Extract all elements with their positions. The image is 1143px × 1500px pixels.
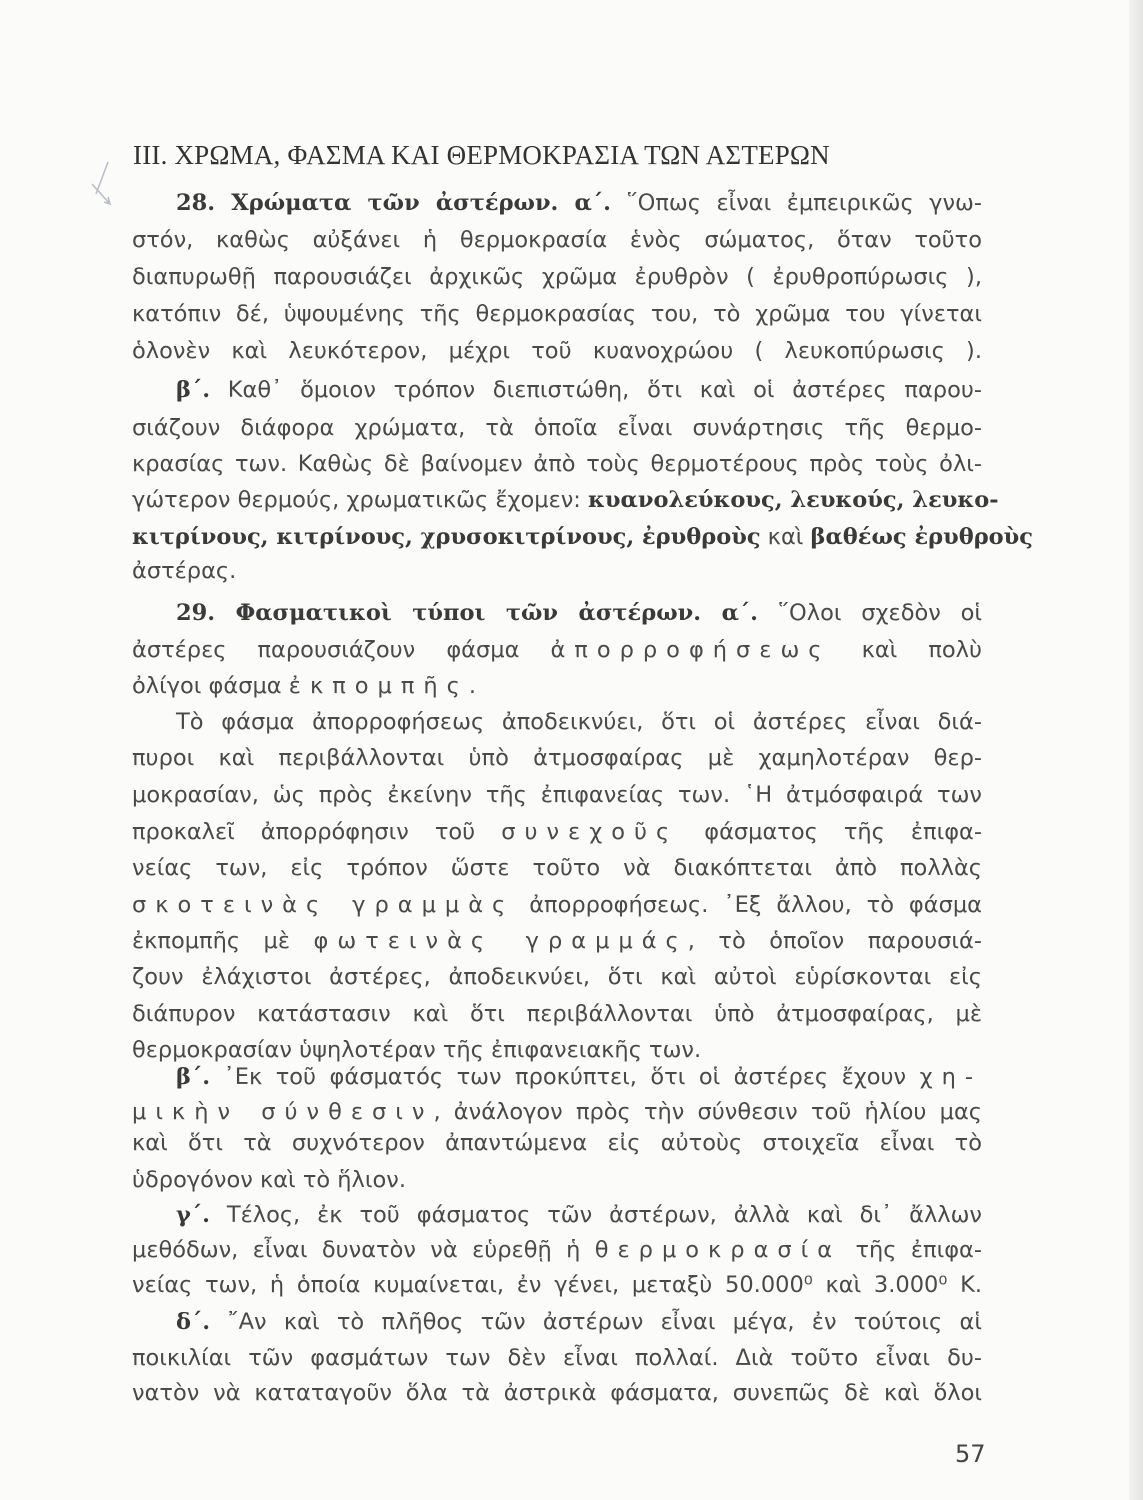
text-line <box>132 1378 982 1408</box>
text-run: ὁλονὲν καὶ λευκότερον, μέχρι τοῦ κυανοχρώου ( λευκοπύρωσις ). <box>132 338 982 364</box>
text-line <box>132 671 982 701</box>
bold-text: 29. Φασματικοὶ τύποι τῶν ἀστέρων. α΄. <box>176 600 758 626</box>
text-line <box>132 413 982 443</box>
pencil-arrow-mark-icon <box>78 160 128 210</box>
spaced-emphasis-text: θερμοκρασία <box>594 1237 842 1263</box>
text-line <box>132 1235 982 1265</box>
text-line <box>132 635 982 665</box>
text-line <box>132 299 982 329</box>
spaced-emphasis-text: μικὴν σύνθεσιν <box>132 1099 434 1125</box>
text-run: , τὸ ὁποῖον παρουσιά- <box>687 928 982 954</box>
text-run: , ἀνάλογον πρὸς τὴν σύνθεσιν τοῦ ἡλίου μας <box>433 1099 982 1125</box>
text-run: νείας των, ἡ ὁποία κυμαίνεται, ἐν γένει, μεταξὺ 50.000⁰ καὶ 3.000⁰ Κ. <box>132 1272 982 1298</box>
bold-text: β΄. <box>176 377 211 403</box>
text-run: ζουν ἐλάχιστοι ἀστέρες, ἀποδεικνύει, ὅτι καὶ αὐτοὶ εὑρίσκονται εἰς <box>132 964 982 990</box>
text-line <box>132 262 982 292</box>
text-line <box>176 1062 982 1092</box>
spaced-emphasis-text: φωτεινὰς γραμμάς <box>313 928 688 954</box>
text-run: φάσματος τῆς ἐπιφα- <box>678 819 982 845</box>
page-number: 57 <box>955 1440 986 1468</box>
text-run: ὑδρογόνον καὶ τὸ ἥλιον. <box>132 1167 406 1193</box>
text-line <box>176 598 982 628</box>
text-run: Τέλος, ἐκ τοῦ φάσματος τῶν ἀστέρων, ἀλλὰ καὶ δι᾽ ἄλλων <box>209 1202 982 1228</box>
text-run: ῎Αν καὶ τὸ πλῆθος τῶν ἀστέρων εἶναι μέγα, ἐν τούτοις αἱ <box>210 1309 982 1335</box>
bold-text: βαθέως ἐρυθροὺς <box>810 524 1033 550</box>
text-run: διάπυρον κατάστασιν καὶ ὅτι περιβάλλονται ὑπὸ ἀτμοσφαίρας, μὲ <box>132 1001 982 1027</box>
text-run: σιάζουν διάφορα χρώματα, τὰ ὁποῖα εἶναι συνάρτησις τῆς θερμο- <box>132 415 982 441</box>
text-line <box>132 780 982 810</box>
text-line <box>132 522 1033 552</box>
text-run: πυροι καὶ περιβάλλονται ὑπὸ ἀτμοσφαίρας μὲ χαμηλοτέραν θερ- <box>132 745 982 771</box>
text-run: στόν, καθὼς αὐξάνει ἡ θερμοκρασία ἑνὸς σώματος, ὅταν τοῦτο <box>132 227 982 253</box>
spaced-emphasis-text: συνεχοῦς <box>501 819 679 845</box>
text-run: ποικιλίαι τῶν φασμάτων των δὲν εἶναι πολλαί. Διὰ τοῦτο εἶναι δυ- <box>132 1345 982 1371</box>
bold-text: γ΄. <box>176 1202 210 1228</box>
text-run: διαπυρωθῇ παρουσιάζει ἀρχικῶς χρῶμα ἐρυθρὸν ( ἐρυθροπύρωσις ), <box>132 264 982 290</box>
bold-text: 28. Χρώματα τῶν ἀστέρων. α΄. <box>176 190 611 216</box>
text-run: καὶ πολὺ <box>830 637 982 663</box>
text-run: ἀστέρες παρουσιάζουν φάσμα <box>132 637 551 663</box>
text-run: ᾽Εκ τοῦ φάσματός των προκύπτει, ὅτι οἱ ἀστέρες ἔχουν <box>210 1064 920 1090</box>
text-run: τῆς ἐπιφα- <box>841 1237 982 1263</box>
text-line <box>132 890 982 920</box>
text-run: . <box>468 673 476 699</box>
text-run: Καθ᾽ ὅμοιον τρόπον διεπιστώθη, ὅτι καὶ οἱ ἀστέρες παρου- <box>210 377 982 403</box>
text-run: μεθόδων, εἶναι δυνατὸν νὰ εὑρεθῇ ἡ <box>132 1237 595 1263</box>
text-run: ῞Ολοι σχεδὸν οἱ <box>757 600 983 626</box>
text-run: ἀπορροφήσεως. ᾽Εξ ἄλλου, τὸ φάσμα <box>514 892 983 918</box>
text-run: κρασίας των. Καθὼς δὲ βαίνομεν ἀπὸ τοὺς θερμοτέρους πρὸς τοὺς ὀλι- <box>132 451 982 477</box>
text-line <box>132 556 982 586</box>
text-line <box>176 1307 982 1337</box>
text-line <box>132 962 982 992</box>
text-line <box>132 817 982 847</box>
section-heading: III. ΧΡΩΜΑ, ΦΑΣΜΑ ΚΑΙ ΘΕΡΜΟΚΡΑΣΙΑ ΤΩΝ ΑΣΤΕΡΩΝ <box>133 140 830 170</box>
text-line <box>132 1097 982 1127</box>
text-run: γώτερον θερμούς, χρωματικῶς ἔχομεν: <box>132 487 589 513</box>
text-line <box>132 926 982 956</box>
bold-text: δ΄. <box>176 1309 211 1335</box>
text-line <box>132 853 982 883</box>
text-line <box>132 999 982 1029</box>
spaced-emphasis-text: σκοτεινὰς γραμμὰς <box>132 892 515 918</box>
text-line <box>132 336 982 366</box>
text-line <box>176 707 982 737</box>
page-edge-shadow <box>1129 0 1143 1500</box>
text-run: νείας των, εἰς τρόπον ὥστε τοῦτο νὰ διακόπτεται ἀπὸ πολλὰς <box>132 855 982 881</box>
text-line <box>132 743 982 773</box>
text-line <box>176 188 982 218</box>
text-line <box>132 1128 982 1158</box>
spaced-emphasis-text: ἐκπομπῆς <box>288 673 469 699</box>
text-line <box>132 485 999 515</box>
text-run: θερμοκρασίαν ὑψηλοτέραν τῆς ἐπιφανειακῆς των. <box>132 1037 702 1063</box>
bold-text: κιτρίνους, κιτρίνους, χρυσοκιτρίνους, ἐρυθροὺς <box>132 524 761 550</box>
text-run: ἀστέρας. <box>132 558 237 584</box>
text-run: προκαλεῖ ἀπορρόφησιν τοῦ <box>132 819 502 845</box>
text-run: Τὸ φάσμα ἀπορροφήσεως ἀποδεικνύει, ὅτι οἱ ἀστέρες εἶναι διά- <box>176 709 982 735</box>
text-run: καὶ <box>760 524 811 550</box>
text-run: καὶ ὅτι τὰ συχνότερον ἀπαντώμενα εἰς αὐτοὺς στοιχεῖα εἶναι τὸ <box>132 1130 982 1156</box>
text-line <box>132 1270 982 1300</box>
text-line <box>176 1200 982 1230</box>
text-line <box>176 375 982 405</box>
text-line <box>132 449 982 479</box>
spaced-emphasis-text: χη- <box>919 1064 982 1090</box>
text-run: κατόπιν δέ, ὑψουμένης τῆς θερμοκρασίας του, τὸ χρῶμα του γίνεται <box>132 301 982 327</box>
text-run: ὀλίγοι φάσμα <box>132 673 289 699</box>
text-run: ῞Οπως εἶναι ἐμπειρικῶς γνω- <box>610 190 983 216</box>
text-line <box>132 225 982 255</box>
text-run: νατὸν νὰ καταταγοῦν ὅλα τὰ ἀστρικὰ φάσματα, συνεπῶς δὲ καὶ ὅλοι <box>132 1380 982 1406</box>
spaced-emphasis-text: ἀπορροφήσεως <box>550 637 831 663</box>
bold-text: κυανολεύκους, λευκούς, λευκο- <box>588 487 999 513</box>
bold-text: β΄. <box>176 1064 211 1090</box>
text-run: μοκρασίαν, ὡς πρὸς ἐκείνην τῆς ἐπιφανείας των. ῾Η ἀτμόσφαιρά των <box>132 782 982 808</box>
text-line <box>132 1165 982 1195</box>
text-line <box>132 1343 982 1373</box>
text-line <box>132 1035 982 1065</box>
text-run: ἐκπομπῆς μὲ <box>132 928 314 954</box>
